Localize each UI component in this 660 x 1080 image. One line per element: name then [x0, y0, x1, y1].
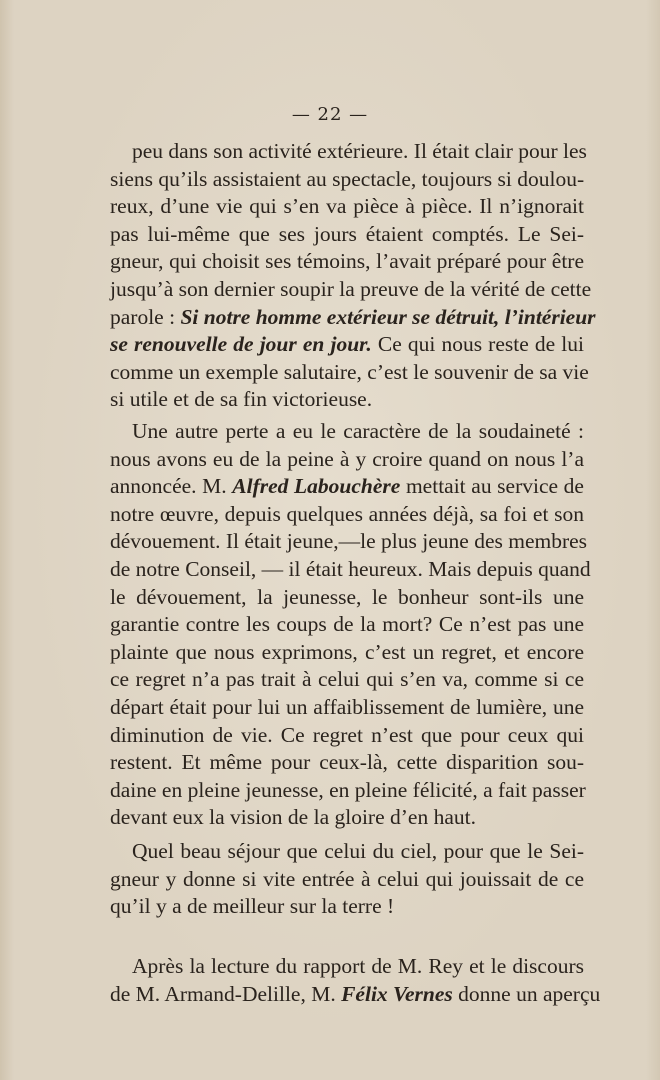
- text-run: jusqu’à son dernier soupir la preuve de la vérité de cette: [110, 276, 592, 301]
- text-run: mettait au service de: [400, 474, 584, 499]
- text-line: [110, 528, 588, 556]
- text-line: [110, 584, 584, 612]
- text-run: départ était pour lui un affaiblissement de lumière, une: [110, 694, 584, 719]
- text-line: [110, 556, 591, 584]
- text-run: devant eux la vision de la gloire d’en haut.: [110, 805, 476, 830]
- text-run: donne un aperçu: [452, 981, 601, 1006]
- text-line: [110, 777, 584, 805]
- text-line: [110, 248, 584, 276]
- italic-emphasis: Alfred Labouchère: [232, 474, 401, 499]
- text-line: [110, 276, 592, 304]
- text-line: [110, 418, 584, 446]
- text-run: Une autre perte a eu le caractère de la soudaineté :: [132, 419, 584, 443]
- text-run: ce regret n’a pas trait à celui qui s’en va, comme si ce: [110, 667, 584, 692]
- text-line: [110, 981, 601, 1009]
- text-line: [110, 138, 587, 166]
- text-line: [110, 359, 589, 387]
- text-run: plainte que nous exprimons, c’est un regret, et encore: [110, 639, 584, 664]
- text-run: Ce qui nous reste de lui: [371, 332, 584, 357]
- text-line: [110, 166, 584, 194]
- text-line: [110, 893, 584, 921]
- text-run: notre œuvre, depuis quelques années déjà, sa foi et son: [110, 501, 584, 526]
- text-run: le dévouement, la jeunesse, le bonheur sont-ils une: [110, 584, 584, 609]
- text-run: comme un exemple salutaire, c’est le souvenir de sa vie: [110, 359, 589, 384]
- text-run: daine en pleine jeunesse, en pleine félicité, a fait passer: [110, 777, 586, 802]
- text-line: [110, 666, 584, 694]
- italic-emphasis: se renouvelle de jour en jour.: [110, 332, 372, 357]
- text-line: [110, 866, 584, 894]
- text-line: [110, 446, 584, 474]
- paragraph-3: [110, 838, 584, 921]
- text-line: [110, 953, 584, 981]
- text-line: [110, 749, 584, 777]
- text-run: Après la lecture du rapport de M. Rey et le discours: [132, 954, 584, 978]
- text-run: de notre Conseil, — il était heureux. Mais depuis quand: [110, 556, 591, 581]
- text-run: restent. Et même pour ceux-là, cette disparition sou-: [110, 750, 584, 775]
- text-run: nous avons eu de la peine à y croire quand on nous l’a: [110, 446, 584, 471]
- text-line: [110, 501, 584, 529]
- text-run: siens qu’ils assistaient au spectacle, toujours si doulou-: [110, 166, 585, 191]
- text-line: [110, 473, 584, 501]
- text-line: [110, 611, 584, 639]
- italic-emphasis: Félix Vernes: [341, 981, 453, 1006]
- text-line: [110, 331, 584, 359]
- text-run: reux, d’une vie qui s’en va pièce à pièce. Il n’ignorait: [110, 194, 584, 219]
- text-run: diminution de vie. Ce regret n’est que pour ceux qui: [110, 722, 584, 747]
- text-run: gneur y donne si vite entrée à celui qui jouissait de ce: [110, 866, 584, 891]
- text-line: [110, 193, 584, 221]
- text-line: [110, 722, 584, 750]
- text-line: [110, 694, 584, 722]
- paragraph-4: [110, 953, 601, 1008]
- text-run: annoncée. M.: [110, 474, 233, 499]
- text-run: gneur, qui choisit ses témoins, l’avait préparé pour être: [110, 249, 584, 274]
- paragraph-1: [110, 138, 596, 414]
- paragraph-2: [110, 418, 591, 832]
- text-run: garantie contre les coups de la mort? Ce n’est pas une: [110, 612, 584, 637]
- text-run: de M. Armand-Delille, M.: [110, 981, 342, 1006]
- text-run: qu’il y a de meilleur sur la terre !: [110, 894, 395, 919]
- text-run: peu dans son activité extérieure. Il était clair pour les: [132, 139, 587, 163]
- text-run: Quel beau séjour que celui du ciel, pour que le Sei-: [132, 839, 584, 863]
- italic-emphasis: Si notre homme extérieur se détruit, l’intérieur: [180, 304, 596, 329]
- text-run: dévouement. Il était jeune,—le plus jeune des membres: [110, 529, 588, 554]
- text-line: [110, 838, 584, 866]
- text-line: [110, 804, 584, 832]
- text-run: parole :: [110, 304, 181, 329]
- text-line: [110, 639, 584, 667]
- text-line: [110, 221, 584, 249]
- text-line: [110, 386, 584, 414]
- text-run: si utile et de sa fin victorieuse.: [110, 387, 373, 412]
- text-line: [110, 304, 596, 332]
- page-number: — 22 —: [291, 104, 369, 125]
- text-run: pas lui-même que ses jours étaient comptés. Le Sei-: [110, 221, 584, 246]
